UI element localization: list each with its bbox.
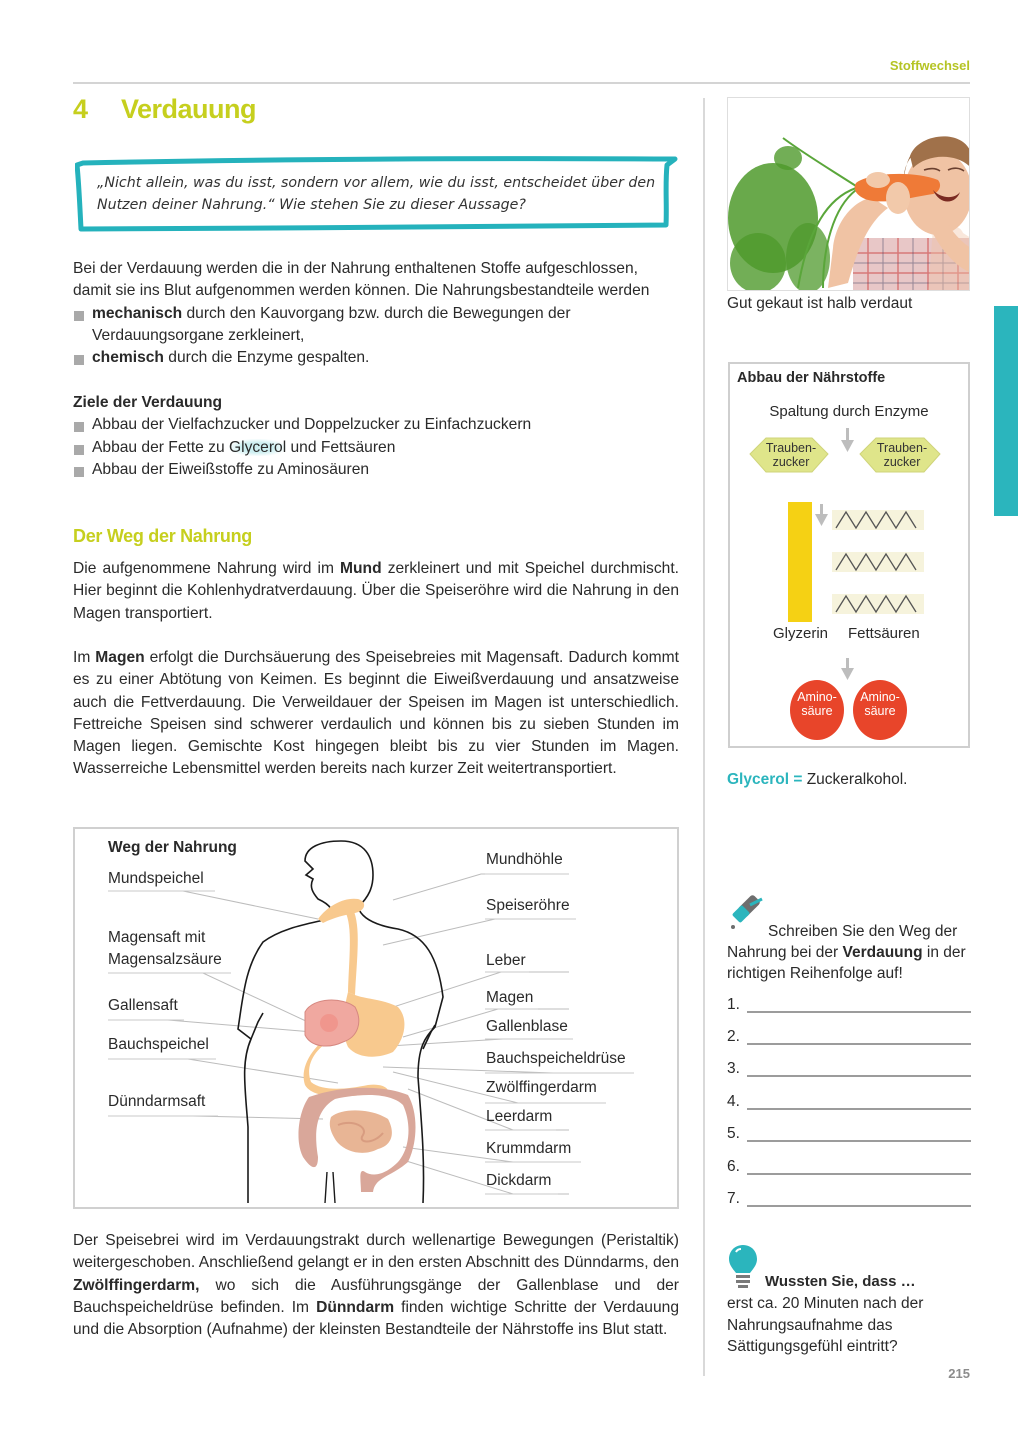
item-text: und Fettsäuren (286, 438, 396, 456)
list-item (73, 347, 679, 369)
chapter-number: 4 (73, 94, 89, 124)
lightbulb-icon (727, 1243, 759, 1289)
answer-input-line[interactable] (747, 1205, 971, 1207)
arrow-down-icon-head (841, 668, 854, 680)
label-bauchspeicheldruese: Bauchspeicheldrüse (486, 1050, 626, 1067)
answer-number: 2. (727, 1028, 740, 1045)
intro-section (73, 258, 679, 369)
intro-bullets (73, 303, 679, 370)
answer-line-6[interactable] (727, 1158, 971, 1178)
text: Der Speisebrei wird im Verdauungstrakt durch wellenartige Bewegungen (Peristaltik) weitergeschoben. Anschließend gelangt er in den ersten Abschnitt des Dünndarms, den (73, 1232, 679, 1272)
glucose-label-1 (761, 441, 821, 469)
item-text: Abbau der Eiweißstoffe zu Aminosäuren (92, 460, 370, 478)
intro-paragraph: Bei der Verdauung werden die in der Nahrung enthaltenen Stoffe aufgeschlossen, damit sie ins Blut aufgenommen werden können. Die Nahrungsbestandteile werden (73, 260, 650, 300)
goals-list (73, 414, 679, 481)
answer-number: 5. (727, 1125, 740, 1142)
list-item (73, 414, 679, 436)
answer-input-line[interactable] (747, 1140, 971, 1142)
arm-left (251, 1013, 263, 1039)
fact-title: Wussten Sie, dass … (765, 1273, 916, 1290)
fatty-acids-label: Fettsäuren (848, 625, 920, 642)
goals-section (73, 392, 679, 481)
text: Im (73, 649, 96, 666)
goals-title: Ziele der Verdauung (73, 394, 223, 411)
label-krummdarm: Krummdarm (486, 1140, 572, 1157)
quote-text: „Nicht allein, was du isst, sondern vor allem, wie du isst, entscheidet über den Nutzen deiner Nahrung.“ Wie stehen Sie zu dieser Aussage? (97, 175, 656, 213)
esophagus (345, 909, 358, 995)
glossary-term: Glycerol = (727, 771, 803, 788)
label-mundhoehle: Mundhöhle (486, 851, 563, 868)
glycerin-bar (788, 502, 812, 622)
glycerin-label: Glyzerin (773, 625, 829, 642)
glucose-label-2 (872, 441, 932, 469)
answer-line-2[interactable] (727, 1028, 971, 1048)
glycerol-highlight[interactable]: Glycerol (228, 438, 287, 456)
answer-input-line[interactable] (747, 1011, 971, 1013)
answer-number: 4. (727, 1093, 740, 1110)
section-title: Der Weg der Nahrung (73, 526, 252, 546)
paragraph-stomach (73, 647, 679, 781)
bold-term: chemisch (92, 349, 164, 367)
answer-input-line[interactable] (747, 1075, 971, 1077)
arrow-down-icon-head (841, 440, 854, 452)
bold-term: Magen (95, 649, 145, 666)
boy-hand (886, 182, 910, 214)
small-intestine (330, 1110, 392, 1152)
header-rule (73, 82, 970, 84)
answer-input-line[interactable] (747, 1173, 971, 1175)
label-gallensaft: Gallensaft (108, 997, 178, 1014)
answer-line-5[interactable] (727, 1125, 971, 1145)
answer-number: 7. (727, 1190, 740, 1207)
item-text: durch die Enzyme gespalten. (163, 349, 370, 367)
text: Schreiben Sie den Weg der Nahrung bei der (727, 923, 958, 961)
chapter-title: Verdauung (121, 94, 257, 124)
label-bauchspeichel: Bauchspeichel (108, 1036, 209, 1053)
photo-caption: Gut gekaut ist halb verdaut (727, 295, 913, 312)
text: Die aufgenommene Nahrung wird im (73, 560, 341, 577)
nutrient-box-subtitle: Spaltung durch Enzyme (769, 403, 929, 420)
answer-line-1[interactable] (727, 996, 971, 1016)
bold-term: Dünndarm (316, 1298, 395, 1316)
item-text: durch den Kauvorgang bzw. durch die Bewegungen der Verdauungsorgane zerkleinert, (92, 304, 571, 344)
task-instruction (727, 921, 972, 984)
label-magensaft: Magensaft mit (108, 929, 206, 946)
answer-input-line[interactable] (747, 1108, 971, 1110)
label-mundspeichel: Mundspeichel (108, 870, 204, 887)
label-leerdarm: Leerdarm (486, 1108, 553, 1125)
label-speiseroehre: Speiseröhre (486, 897, 570, 914)
boy-hand-top (866, 172, 890, 188)
label-line: Trauben- (876, 441, 928, 455)
amino-acid-label-1 (790, 690, 844, 718)
text: erfolgt die Durchsäuerung des Speisebreies mit Magensaft. Dadurch kommt es zu einer Abtötung von Keimen. Es beginnt die Eiweißverdauung und ansatzweise auch die Fettverdauung. Die Verweildauer der Speisen im Magen ist unterschiedlich. Fettreiche Speisen sind schwerer verdaulich und können bis zu sieben Stunden im Magen liegen. Gemischte Kost hingegen bleibt bis zu vier Stunden im Magen. Wasserreiche Lebensmittel werden bereits nach kurzer Zeit weitertransportiert. (73, 649, 679, 778)
label-line: Trauben- (765, 441, 817, 455)
list-item (73, 303, 679, 348)
glossary-definition: Zuckeralkohol. (802, 771, 908, 788)
glossary-glycerol (727, 771, 908, 789)
nutrient-box-title: Abbau der Nährstoffe (737, 370, 886, 386)
label-line: Amino- (797, 690, 837, 704)
bold-term: Verdauung (842, 944, 923, 961)
label-line: säure (801, 704, 833, 718)
label-leber: Leber (486, 952, 526, 969)
bold-term: Zwölffingerdarm, (73, 1276, 200, 1294)
bold-term: mechanisch (92, 304, 183, 322)
answer-number: 6. (727, 1158, 740, 1175)
page-number: 215 (948, 1366, 970, 1381)
answer-number: 3. (727, 1060, 740, 1077)
list-item (73, 437, 679, 459)
label-magen: Magen (486, 989, 534, 1006)
text: finden wichtige Schritte der Verdauung und die Absorption (Aufnahme) der kleinsten Bestandteile der Nährstoffe ins Blut statt. (73, 1298, 679, 1339)
paragraph-intestine (73, 1230, 679, 1341)
label-duenndarmsaft: Dünndarmsaft (108, 1093, 206, 1110)
label-line: Amino- (860, 690, 900, 704)
label-line: säure (864, 704, 896, 718)
answer-line-4[interactable] (727, 1093, 971, 1113)
legs-gap (325, 1172, 335, 1203)
label-gallenblase: Gallenblase (486, 1018, 568, 1035)
fatty-acid-chains (832, 510, 924, 614)
paragraph-mouth (73, 558, 679, 625)
text: wo sich die Ausführungsgänge der Gallenblase und der Bauchspeicheldrüse befinden. Im (73, 1276, 679, 1316)
answer-input-line[interactable] (747, 1043, 971, 1045)
text: zerkleinert und mit Speichel durchmischt. Hier beginnt die Kohlenhydratverdauung. Über die Speiseröhre wird die Nahrung in den Magen transportiert. (73, 560, 679, 622)
arm-right (423, 1025, 435, 1049)
label-dickdarm: Dickdarm (486, 1172, 552, 1189)
carrot-greens (728, 146, 830, 291)
figure-title: Weg der Nahrung (108, 839, 237, 856)
photo-boy-eating-carrot (727, 97, 970, 291)
label-line: zucker (883, 455, 921, 469)
chapter-tab-marker (994, 306, 1018, 516)
fact-text: erst ca. 20 Minuten nach der Nahrungsaufnahme das Sättigungsgefühl eintritt? (727, 1295, 924, 1355)
answer-number: 1. (727, 996, 740, 1013)
arrow-down-icon-head (815, 514, 828, 526)
answer-line-7[interactable] (727, 1190, 971, 1210)
running-head: Stoffwechsel (889, 58, 970, 73)
label-line: zucker (772, 455, 810, 469)
item-text: Abbau der Fette zu (92, 438, 229, 456)
boy-carrot-illustration (728, 98, 970, 291)
list-item (73, 459, 679, 481)
label-zwoelffingerdarm: Zwölffingerdarm (486, 1079, 597, 1096)
liver-highlight (320, 1014, 338, 1032)
bold-term: Mund (340, 560, 382, 577)
amino-acid-label-2 (853, 690, 907, 718)
text: in der richtigen Reihenfolge auf! (727, 944, 966, 982)
answer-line-3[interactable] (727, 1060, 971, 1080)
label-magensalzsaeure: Magensalzsäure (108, 951, 222, 968)
item-text: Abbau der Vielfachzucker und Doppelzucker zu Einfachzuckern (92, 416, 532, 434)
column-divider (703, 98, 705, 1376)
